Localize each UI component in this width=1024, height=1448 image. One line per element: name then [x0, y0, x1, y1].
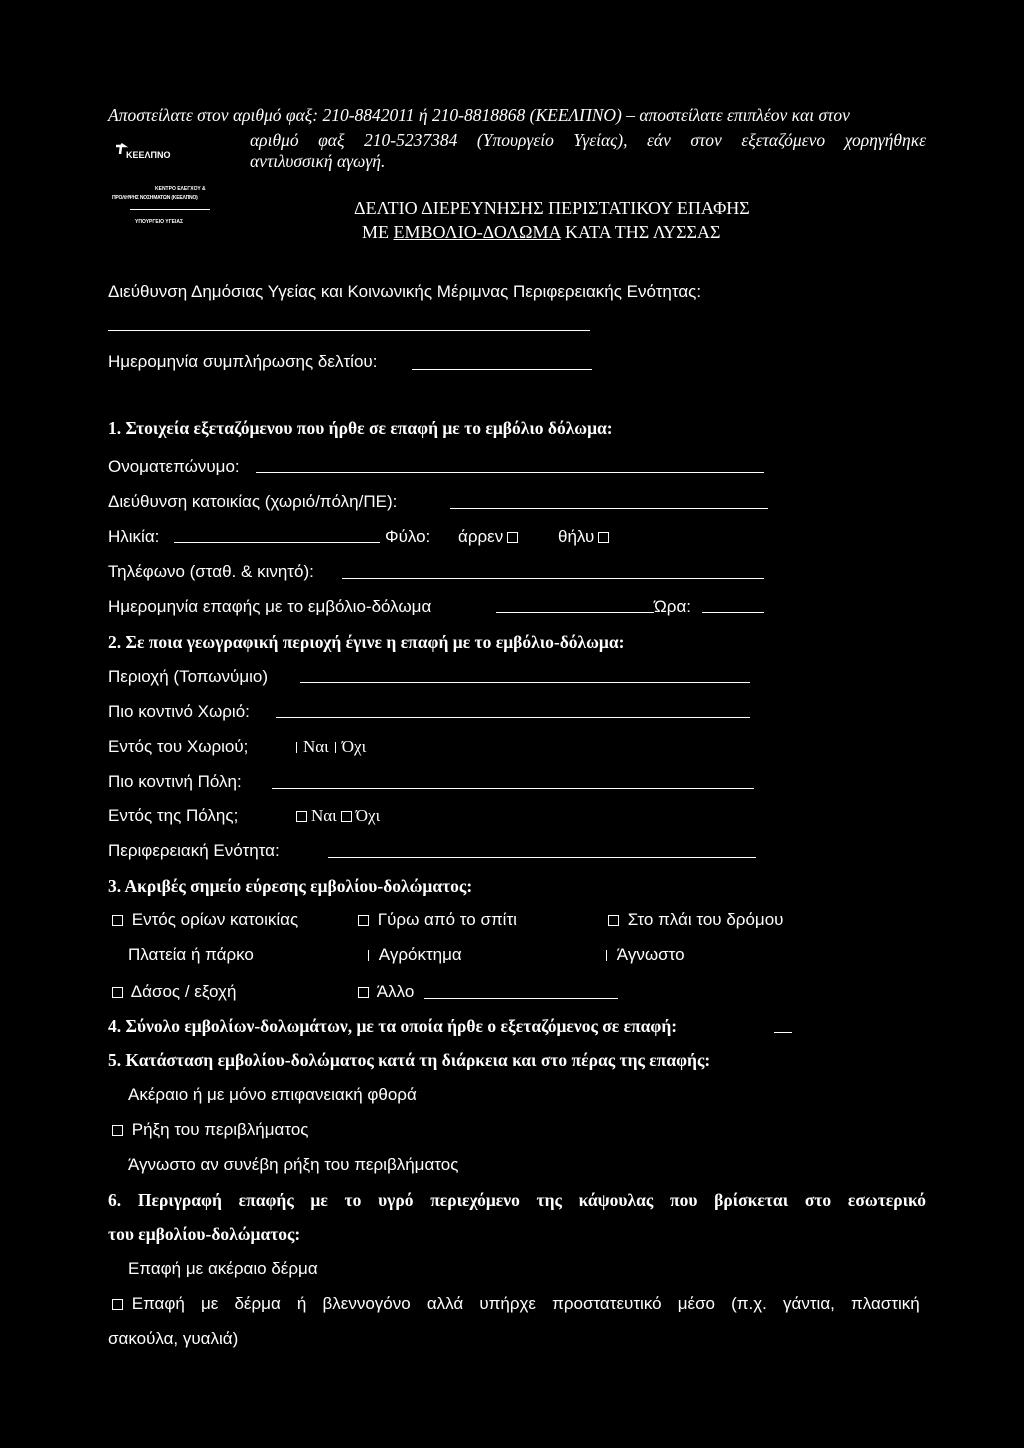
- in-city-no-label: Όχι: [355, 806, 381, 825]
- time-label: Ώρα:: [654, 597, 692, 616]
- location-option-farm[interactable]: Αγρόκτημα: [362, 945, 462, 965]
- location-option-residence[interactable]: Εντός ορίων κατοικίας: [108, 910, 298, 930]
- section5-heading: 5. Κατάσταση εμβολίου-δολώματος κατά τη διάρκεια και στο πέρας της επαφής:: [108, 1050, 711, 1070]
- contact-option-intact-skin[interactable]: Επαφή με ακέραιο δέρμα: [128, 1259, 318, 1278]
- sex-label: Φύλο:: [385, 527, 431, 546]
- contact-date-label: Ημερομηνία επαφής με το εμβόλιο-δόλωμα: [108, 597, 432, 616]
- sex-female-option[interactable]: [558, 527, 613, 547]
- in-city-options: [292, 806, 380, 826]
- in-city-label: Εντός της Πόλης;: [108, 806, 239, 825]
- location-option-unknown[interactable]: Άγνωστο: [600, 945, 685, 965]
- location-around-house-checkbox[interactable]: [358, 915, 369, 926]
- location-option-park[interactable]: Πλατεία ή πάρκο: [128, 945, 254, 964]
- section3-heading: 3. Ακριβές σημείο εύρεσης εμβολίου-δολώματος:: [108, 876, 473, 896]
- region-label: Περιφερειακή Ενότητα:: [108, 841, 280, 860]
- fax-instruction-line3: αντιλυσσική αγωγή.: [250, 151, 386, 171]
- bait-count-field[interactable]: [774, 1032, 792, 1033]
- logo-name: ΚΕΕΛΠΝΟ: [126, 150, 171, 160]
- fax-instruction-line2: αριθμό φαξ 210-5237384 (Υπουργείο Υγείας), εάν στον εξεταζόμενο χορηγήθηκε: [250, 130, 926, 150]
- condition-option-rupture[interactable]: Ρήξη του περιβλήματος: [108, 1120, 309, 1140]
- location-option-other[interactable]: Άλλο: [354, 982, 414, 1002]
- location-forest-checkbox[interactable]: [112, 987, 123, 998]
- location-residence-checkbox[interactable]: [112, 915, 123, 926]
- contact-date-field[interactable]: [496, 612, 654, 613]
- city-field[interactable]: [272, 788, 754, 789]
- location-roadside-checkbox[interactable]: [608, 915, 619, 926]
- male-checkbox[interactable]: [507, 532, 518, 543]
- logo-text-line3: ΥΠΟΥΡΓΕΙΟ ΥΓΕΙΑΣ: [135, 219, 183, 225]
- age-label: Ηλικία:: [108, 527, 160, 546]
- village-field[interactable]: [276, 717, 750, 718]
- in-village-no-checkbox[interactable]: [335, 742, 336, 753]
- age-field[interactable]: [174, 542, 380, 543]
- area-label: Περιοχή (Τοπωνύμιο): [108, 667, 269, 686]
- address-label: Διεύθυνση κατοικίας (χωριό/πόλη/ΠΕ):: [108, 492, 398, 511]
- contact-protected-line1: Επαφή με δέρμα ή βλεννογόνο αλλά υπήρχε προστατευτικό μέσο (π.χ. γάντια, πλαστική: [131, 1294, 920, 1313]
- logo-text-line1: ΚΕΝΤΡΟ ΕΛΕΓΧΟΥ &: [155, 186, 206, 192]
- condition-rupture-checkbox[interactable]: [112, 1125, 123, 1136]
- in-village-options: [290, 737, 366, 757]
- contact-protected-line2: σακούλα, γυαλιά): [108, 1329, 239, 1348]
- female-label: θήλυ: [558, 527, 595, 546]
- section6-heading-line1: 6. Περιγραφή επαφής με το υγρό περιεχόμενο της κάψουλας που βρίσκεται στο εσωτερικό: [108, 1190, 926, 1210]
- phone-label: Τηλέφωνο (σταθ. & κινητό):: [108, 562, 314, 581]
- logo-text-line2: ΠΡΟΛΗΨΗΣ ΝΟΣΗΜΑΤΩΝ (ΚΕΕΛΠΝΟ): [112, 195, 198, 201]
- section4-heading: 4. Σύνολο εμβολίων-δολωμάτων, με τα οποία ήρθε ο εξεταζόμενος σε επαφή:: [108, 1016, 678, 1036]
- area-field[interactable]: [300, 682, 750, 683]
- address-field[interactable]: [450, 508, 768, 509]
- in-village-label: Εντός του Χωριού;: [108, 737, 249, 756]
- location-option-forest[interactable]: Δάσος / εξοχή: [108, 982, 236, 1002]
- name-label: Ονοματεπώνυμο:: [108, 457, 240, 476]
- time-field[interactable]: [702, 612, 764, 613]
- location-other-field[interactable]: [424, 998, 618, 999]
- contact-protected-checkbox[interactable]: [112, 1299, 123, 1310]
- name-field[interactable]: [256, 472, 764, 473]
- condition-option-intact[interactable]: Ακέραιο ή με μόνο επιφανειακή φθορά: [128, 1085, 417, 1104]
- logo-divider: [130, 209, 210, 210]
- condition-option-unknown[interactable]: Άγνωστο αν συνέβη ρήξη του περιβλήματος: [128, 1155, 459, 1174]
- direction-label: Διεύθυνση Δημόσιας Υγείας και Κοινωνικής Μέριμνας Περιφερειακής Ενότητας:: [108, 282, 702, 301]
- date-field[interactable]: [412, 369, 592, 370]
- location-unknown-checkbox[interactable]: [606, 950, 607, 961]
- location-farm-checkbox[interactable]: [368, 950, 369, 961]
- fax-instruction-line1: Αποστείλατε στον αριθμό φαξ: 210-8842011 ή 210-8818868 (ΚΕΕΛΠΝΟ) – αποστείλατε επιπλέον και στον: [108, 105, 850, 125]
- location-option-roadside[interactable]: Στο πλάι του δρόμου: [604, 910, 783, 930]
- in-city-yes-checkbox[interactable]: [296, 811, 307, 822]
- section2-heading: 2. Σε ποια γεωγραφική περιοχή έγινε η επαφή με το εμβόλιο-δόλωμα:: [108, 632, 625, 652]
- section1-heading: 1. Στοιχεία εξεταζόμενου που ήρθε σε επαφή με το εμβόλιο δόλωμα:: [108, 418, 613, 438]
- in-village-no-label: Όχι: [341, 737, 367, 756]
- in-city-no-checkbox[interactable]: [341, 811, 352, 822]
- contact-option-protected[interactable]: [108, 1294, 926, 1314]
- in-city-yes-label: Ναι: [311, 806, 337, 825]
- form-title-line2: ΜΕ ΕΜΒΟΛΙΟ-ΔΟΛΩΜΑ ΚΑΤΑ ΤΗΣ ΛΥΣΣΑΣ: [362, 222, 721, 242]
- male-label: άρρεν: [458, 527, 504, 546]
- phone-field[interactable]: [342, 578, 764, 579]
- city-label: Πιο κοντινή Πόλη:: [108, 772, 242, 791]
- date-label: Ημερομηνία συμπλήρωσης δελτίου:: [108, 352, 378, 371]
- in-village-yes-checkbox[interactable]: [296, 742, 297, 753]
- form-title-line1: ΔΕΛΤΙΟ ΔΙΕΡΕΥΝΗΣΗΣ ΠΕΡΙΣΤΑΤΙΚΟΥ ΕΠΑΦΗΣ: [354, 198, 750, 218]
- keelpno-logo: [112, 142, 202, 162]
- location-other-checkbox[interactable]: [358, 987, 369, 998]
- region-field[interactable]: [328, 857, 756, 858]
- in-village-yes-label: Ναι: [303, 737, 329, 756]
- location-option-around-house[interactable]: Γύρω από το σπίτι: [354, 910, 517, 930]
- sex-male-option[interactable]: [458, 527, 522, 547]
- female-checkbox[interactable]: [598, 532, 609, 543]
- title-underlined: ΕΜΒΟΛΙΟ-ΔΟΛΩΜΑ: [393, 222, 561, 242]
- village-label: Πιο κοντινό Χωριό:: [108, 702, 250, 721]
- direction-field[interactable]: [108, 330, 590, 331]
- section6-heading-line2: του εμβολίου-δολώματος:: [108, 1224, 301, 1244]
